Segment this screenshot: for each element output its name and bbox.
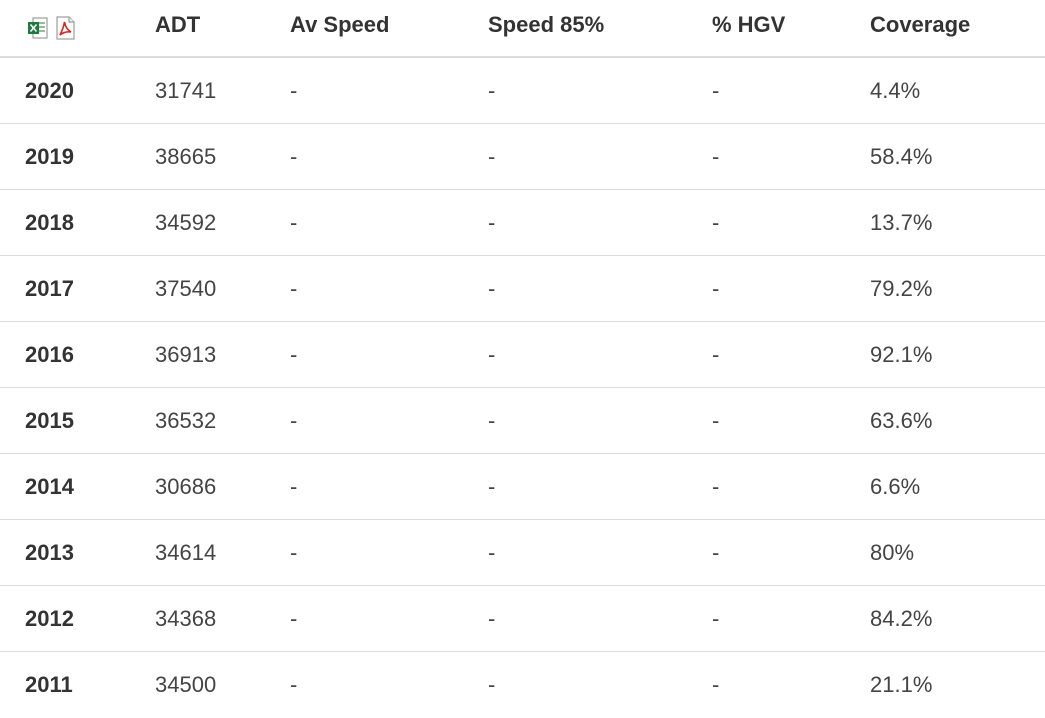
row-av-speed: - (290, 276, 298, 301)
row-year: 2016 (25, 342, 74, 367)
row-speed-85: - (488, 78, 496, 103)
pdf-icon[interactable] (54, 15, 76, 41)
row-speed-85: - (488, 606, 496, 631)
column-header-speed-85: Speed 85% (488, 12, 605, 37)
row-hgv: - (712, 474, 720, 499)
row-adt: 38665 (155, 144, 217, 169)
row-av-speed: - (290, 342, 298, 367)
table-row (0, 256, 1045, 322)
row-speed-85: - (488, 210, 496, 235)
table-header (0, 0, 1045, 58)
row-adt: 34368 (155, 606, 217, 631)
row-speed-85: - (488, 276, 496, 301)
column-header-adt: ADT (155, 12, 201, 37)
row-adt: 36913 (155, 342, 217, 367)
table-row (0, 58, 1045, 124)
row-coverage: 4.4% (870, 78, 921, 103)
row-speed-85: - (488, 144, 496, 169)
row-year: 2015 (25, 408, 74, 433)
row-av-speed: - (290, 78, 298, 103)
row-year: 2013 (25, 540, 74, 565)
row-coverage: 80% (870, 540, 915, 565)
row-hgv: - (712, 276, 720, 301)
row-speed-85: - (488, 342, 496, 367)
table-row (0, 652, 1045, 718)
row-adt: 36532 (155, 408, 217, 433)
table-row (0, 190, 1045, 256)
row-year: 2017 (25, 276, 74, 301)
row-av-speed: - (290, 474, 298, 499)
table-row (0, 454, 1045, 520)
row-hgv: - (712, 540, 720, 565)
row-hgv: - (712, 606, 720, 631)
row-speed-85: - (488, 474, 496, 499)
row-coverage: 84.2% (870, 606, 933, 631)
row-av-speed: - (290, 210, 298, 235)
row-coverage: 92.1% (870, 342, 933, 367)
row-av-speed: - (290, 144, 298, 169)
table-row (0, 388, 1045, 454)
row-hgv: - (712, 144, 720, 169)
row-av-speed: - (290, 540, 298, 565)
row-coverage: 58.4% (870, 144, 933, 169)
row-coverage: 13.7% (870, 210, 933, 235)
row-coverage: 6.6% (870, 474, 921, 499)
row-year: 2020 (25, 78, 74, 103)
row-av-speed: - (290, 606, 298, 631)
row-speed-85: - (488, 408, 496, 433)
table-row (0, 520, 1045, 586)
row-av-speed: - (290, 408, 298, 433)
row-coverage: 63.6% (870, 408, 933, 433)
row-year: 2011 (25, 672, 73, 697)
column-header-av-speed: Av Speed (290, 12, 390, 37)
row-hgv: - (712, 408, 720, 433)
column-header-coverage: Coverage (870, 12, 971, 37)
export-icons (27, 15, 76, 41)
row-speed-85: - (488, 672, 496, 697)
row-year: 2012 (25, 606, 74, 631)
table-row (0, 322, 1045, 388)
row-year: 2019 (25, 144, 74, 169)
row-coverage: 21.1% (870, 672, 933, 697)
row-speed-85: - (488, 540, 496, 565)
row-year: 2018 (25, 210, 74, 235)
table-row (0, 586, 1045, 652)
column-header-hgv: % HGV (712, 12, 786, 37)
row-adt: 34500 (155, 672, 217, 697)
row-adt: 37540 (155, 276, 217, 301)
row-hgv: - (712, 78, 720, 103)
row-adt: 34614 (155, 540, 217, 565)
row-hgv: - (712, 672, 720, 697)
row-hgv: - (712, 342, 720, 367)
row-year: 2014 (25, 474, 74, 499)
row-av-speed: - (290, 672, 298, 697)
row-coverage: 79.2% (870, 276, 933, 301)
row-hgv: - (712, 210, 720, 235)
row-adt: 34592 (155, 210, 217, 235)
row-adt: 30686 (155, 474, 217, 499)
table-row (0, 124, 1045, 190)
excel-icon[interactable] (27, 15, 49, 41)
row-adt: 31741 (155, 78, 217, 103)
